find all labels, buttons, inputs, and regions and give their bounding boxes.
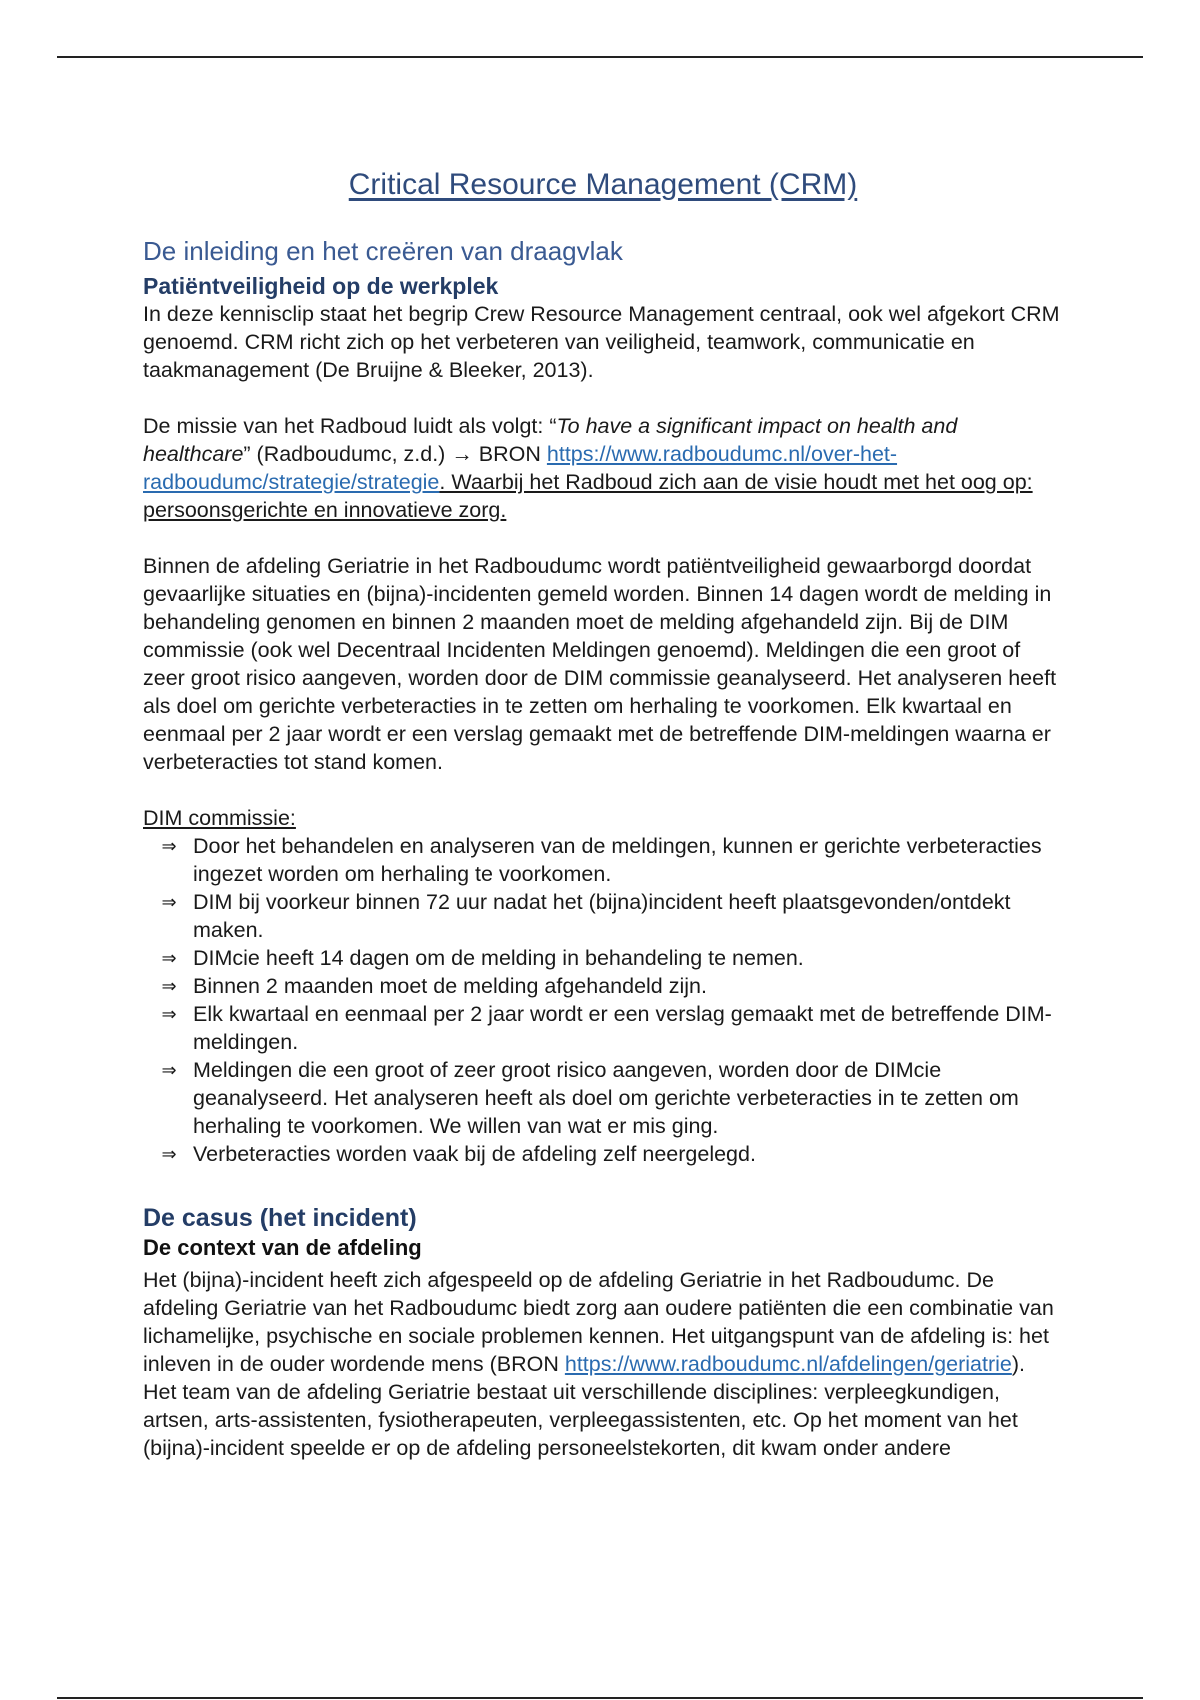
double-arrow-icon: ⇒ (161, 1004, 177, 1024)
page-bottom-rule (57, 1697, 1143, 1699)
paragraph-crm-intro: In deze kennisclip staat het begrip Crew Resource Management centraal, ook wel afgekort CRM genoemd. CRM richt zich op het verbeteren van veiligheid, teamwork, communicatie en taakmanagement (De Bruijne & Bleeker, 2013). (143, 302, 1060, 382)
bron-label: BRON (472, 442, 547, 466)
list-item: ⇒ Meldingen die een groot of zeer groot risico aangeven, worden door de DIMcie geanalyseerd. Het analyseren heeft als doel om gerichte verbeteracties in te zetten om herhaling te voorkomen. We willen van wat er mis ging. (193, 1056, 1063, 1140)
strategy-link[interactable]: https://www.radboudumc.nl/over-het-radboudumc/strategie/strategie (143, 442, 898, 494)
arrow-icon: → (451, 442, 473, 466)
list-item: ⇒ Verbeteracties worden vaak bij de afdeling zelf neergelegd. (193, 1140, 1063, 1168)
double-arrow-icon: ⇒ (161, 892, 177, 912)
ward-context-text-start: Het (bijna)-incident heeft zich afgespeeld op de afdeling Geriatrie in het Radboudumc. De afdeling Geriatrie van het Radboudumc biedt zorg aan oudere patiënten die een combinatie van lichamelijke, psychische en sociale problemen kennen. Het uitgangspunt van de afdeling is: het inleven in de ouder wordende mens (BRON (143, 1268, 1054, 1376)
double-arrow-icon: ⇒ (161, 836, 177, 856)
section-heading-case: De casus (het incident) (143, 1204, 417, 1232)
subheading-patient-safety: Patiëntveiligheid op de werkplek (143, 273, 499, 299)
mission-citation: ” (Radboudumc, z.d.) (243, 442, 452, 466)
mission-quote: To have a significant impact on health and healthcare (143, 414, 958, 466)
document-title: Critical Resource Management (CRM) (348, 168, 858, 201)
list-item: ⇒ Door het behandelen en analyseren van de meldingen, kunnen er gerichte verbeteracties ingezet worden om herhaling te voorkomen. (193, 832, 1063, 888)
double-arrow-icon: ⇒ (161, 976, 177, 996)
mission-intro-text: De missie van het Radboud luidt als volgt: “ (143, 414, 557, 438)
page-top-rule (57, 56, 1143, 58)
document-page (143, 166, 1063, 1462)
list-item: ⇒ Binnen 2 maanden moet de melding afgehandeld zijn. (193, 972, 1063, 1000)
double-arrow-icon: ⇒ (161, 1060, 177, 1080)
double-arrow-icon: ⇒ (161, 948, 177, 968)
double-arrow-icon: ⇒ (161, 1144, 177, 1164)
paragraph-geriatrics-safety: Binnen de afdeling Geriatrie in het Radboudumc wordt patiëntveiligheid gewaarborgd doordat gevaarlijke situaties en (bijna)-incidenten gemeld worden. Binnen 14 dagen wordt de melding in behandeling genomen en binnen 2 maanden moet de melding afgehandeld zijn. Bij de DIM commissie (ook wel Decentraal Incidenten Meldingen genoemd). Meldingen die een groot of zeer groot risico aangeven, worden door de DIM commissie geanalyseerd. Het analyseren heeft als doel om gerichte verbeteracties in te zetten om herhaling te voorkomen. Elk kwartaal en eenmaal per 2 jaar wordt er een verslag gemaakt met de betreffende DIM-meldingen waarna er verbeteracties tot stand komen. (143, 554, 1057, 774)
dim-list-label: DIM commissie: (143, 806, 296, 830)
list-item: ⇒ Elk kwartaal en eenmaal per 2 jaar wordt er een verslag gemaakt met de betreffende DIM-meldingen. (193, 1000, 1063, 1056)
dim-commission-list (143, 832, 1063, 1168)
paragraph-ward-context (143, 1266, 1063, 1462)
list-item: ⇒ DIMcie heeft 14 dagen om de melding in behandeling te nemen. (193, 944, 1063, 972)
geriatrics-link[interactable]: https://www.radboudumc.nl/afdelingen/geriatrie (564, 1352, 1012, 1376)
paragraph-mission (143, 412, 1063, 524)
section-heading-introduction: De inleiding en het creëren van draagvlak (143, 236, 623, 266)
subheading-ward-context: De context van de afdeling (143, 1235, 422, 1260)
ward-context-text-end: ). Het team van de afdeling Geriatrie bestaat uit verschillende disciplines: verpleegkundigen, artsen, arts-assistenten, fysiotherapeuten, verpleegassistenten, etc. Op het moment van het (bijna)-incident speelde er op de afdeling personeelstekorten, dit kwam onder andere (143, 1352, 1025, 1460)
list-item: ⇒ DIM bij voorkeur binnen 72 uur nadat het (bijna)incident heeft plaatsgevonden/ontdekt maken. (193, 888, 1063, 944)
mission-vision-text: . Waarbij het Radboud zich aan de visie houdt met het oog op: persoonsgerichte en innovatieve zorg. (143, 470, 1033, 522)
